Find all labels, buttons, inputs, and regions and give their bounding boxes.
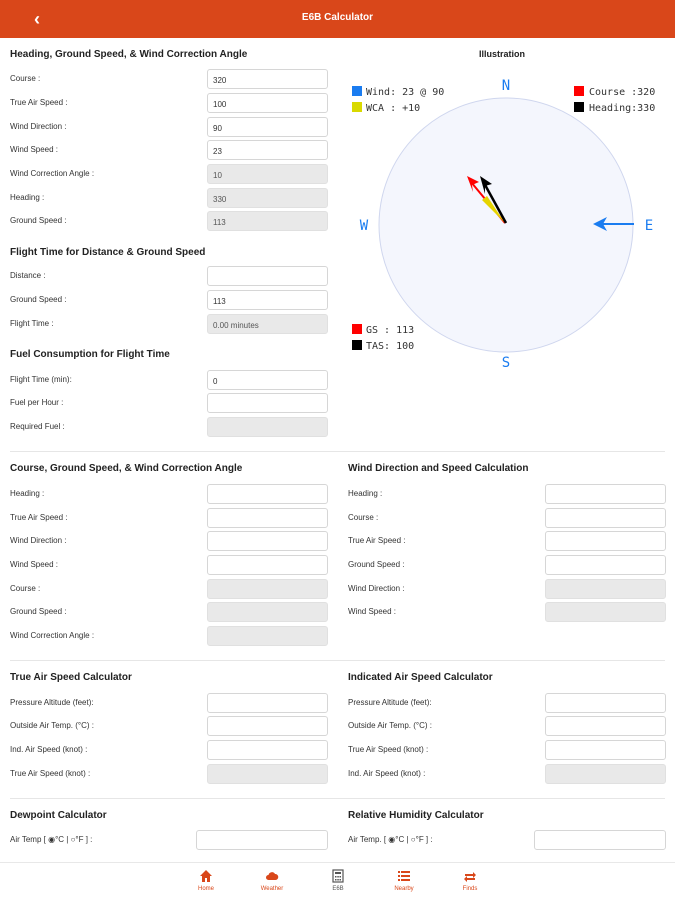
nav-home[interactable] xyxy=(184,869,228,892)
course-label: Course : xyxy=(10,74,41,83)
ground-speed-label: Ground Speed : xyxy=(10,216,67,225)
cc-wind-direction-label: Wind Direction : xyxy=(10,536,67,545)
wc-wind-speed-label: Wind Speed : xyxy=(348,607,397,616)
tas-ias-row xyxy=(10,740,328,760)
wind-direction-input[interactable]: 90 xyxy=(207,117,328,137)
gs-legend-swatch xyxy=(352,324,362,334)
tas-oat-row xyxy=(10,716,328,736)
tas-pressure-alt-row xyxy=(10,693,328,713)
ias-calc-section-title: Indicated Air Speed Calculator xyxy=(348,672,493,683)
wc-wind-direction-row xyxy=(348,579,666,599)
cc-wind-direction-row xyxy=(10,531,328,551)
cc-course-row xyxy=(10,579,328,599)
bottom-nav xyxy=(0,862,675,900)
heading-legend-text: Heading:330 xyxy=(589,103,656,114)
cc-wca-output xyxy=(207,626,328,646)
ft-ground-speed-label: Ground Speed : xyxy=(10,295,67,304)
humidity-section-title: Relative Humidity Calculator xyxy=(348,810,484,821)
ias-result-output xyxy=(545,764,666,784)
home-icon xyxy=(199,869,213,883)
wc-heading-input[interactable] xyxy=(545,484,666,504)
cc-tas-label: True Air Speed : xyxy=(10,513,68,522)
course-legend-swatch xyxy=(574,86,584,96)
ground-speed-output: 113 xyxy=(207,211,328,231)
ias-pressure-alt-row xyxy=(348,693,666,713)
cc-ground-speed-output xyxy=(207,602,328,622)
cc-ground-speed-row xyxy=(10,602,328,622)
course-input[interactable]: 320 xyxy=(207,69,328,89)
fuel-flight-time-label: Flight Time (min): xyxy=(10,375,72,384)
calculator-icon xyxy=(331,869,345,883)
flight-time-section-title: Flight Time for Distance & Ground Speed xyxy=(10,247,206,258)
compass-south-label: S xyxy=(501,355,511,371)
ias-pressure-alt-input[interactable] xyxy=(545,693,666,713)
course-calc-section-title: Course, Ground Speed, & Wind Correction Angle xyxy=(10,463,243,474)
wind-triangle-illustration xyxy=(345,68,671,373)
compass-circle xyxy=(379,98,633,352)
wind-speed-label: Wind Speed : xyxy=(10,145,59,154)
wind-speed-input[interactable]: 23 xyxy=(207,140,328,160)
ias-tas-row xyxy=(348,740,666,760)
wc-heading-label: Heading : xyxy=(348,489,383,498)
wind-legend-swatch xyxy=(352,86,362,96)
wc-course-input[interactable] xyxy=(545,508,666,528)
wc-ground-speed-input[interactable] xyxy=(545,555,666,575)
ft-ground-speed-input[interactable]: 113 xyxy=(207,290,328,310)
page-title: E6B Calculator xyxy=(301,12,374,23)
distance-input[interactable] xyxy=(207,266,328,286)
fuel-flight-time-input[interactable]: 0 xyxy=(207,370,328,390)
wc-course-row xyxy=(348,508,666,528)
nav-home-label: Home xyxy=(197,886,214,892)
wc-wind-direction-label: Wind Direction : xyxy=(348,584,405,593)
wind-calc-section-title: Wind Direction and Speed Calculation xyxy=(348,463,529,474)
wind-direction-row xyxy=(10,117,328,137)
ias-pressure-alt-label: Pressure Altitude (feet): xyxy=(348,698,432,707)
list-icon xyxy=(397,869,411,883)
wc-tas-input[interactable] xyxy=(545,531,666,551)
distance-label: Distance : xyxy=(10,271,46,280)
wind-direction-label: Wind Direction : xyxy=(10,122,67,131)
cc-heading-input[interactable] xyxy=(207,484,328,504)
wind-legend-text: Wind: 23 @ 90 xyxy=(366,87,445,98)
tas-legend-swatch xyxy=(352,340,362,350)
tas-oat-input[interactable] xyxy=(207,716,328,736)
tas-pressure-alt-input[interactable] xyxy=(207,693,328,713)
fuel-per-hour-row xyxy=(10,393,328,413)
nav-finds[interactable] xyxy=(448,869,492,892)
wca-legend-swatch xyxy=(352,102,362,112)
cc-wind-speed-input[interactable] xyxy=(207,555,328,575)
compass-north-label: N xyxy=(501,78,511,94)
humidity-air-temp-label[interactable]: Air Temp. [ ◉°C | ○°F ] : xyxy=(348,835,433,844)
app-header xyxy=(0,0,675,38)
course-row xyxy=(10,69,328,89)
cc-wind-speed-row xyxy=(10,555,328,575)
heading-section-title: Heading, Ground Speed, & Wind Correction Angle xyxy=(10,49,248,60)
tas-calc-section-title: True Air Speed Calculator xyxy=(10,672,132,683)
gs-legend-text: GS : 113 xyxy=(366,325,415,336)
cc-heading-label: Heading : xyxy=(10,489,45,498)
wc-wind-speed-row xyxy=(348,602,666,622)
wca-legend-text: WCA : +10 xyxy=(366,103,421,114)
compass-east-label: E xyxy=(644,218,654,234)
ias-tas-label: True Air Speed (knot) : xyxy=(348,745,429,754)
ias-oat-row xyxy=(348,716,666,736)
required-fuel-label: Required Fuel : xyxy=(10,422,65,431)
heading-row xyxy=(10,188,328,208)
ias-tas-input[interactable] xyxy=(545,740,666,760)
true-air-speed-input[interactable]: 100 xyxy=(207,93,328,113)
cloud-icon xyxy=(265,869,279,883)
wca-row xyxy=(10,164,328,184)
cc-wind-direction-input[interactable] xyxy=(207,531,328,551)
divider xyxy=(10,451,665,452)
nav-e6b[interactable] xyxy=(316,869,360,892)
dewpoint-section-title: Dewpoint Calculator xyxy=(10,810,107,821)
cc-wca-label: Wind Correction Angle : xyxy=(10,631,95,640)
wc-ground-speed-row xyxy=(348,555,666,575)
wc-course-label: Course : xyxy=(348,513,379,522)
ground-speed-row xyxy=(10,211,328,231)
wc-tas-row xyxy=(348,531,666,551)
back-chevron-icon[interactable]: ‹ xyxy=(34,9,40,29)
cc-course-label: Course : xyxy=(10,584,41,593)
illustration-title: Illustration xyxy=(479,49,526,59)
flight-time-row xyxy=(10,314,328,334)
heading-output: 330 xyxy=(207,188,328,208)
nav-weather[interactable] xyxy=(250,869,294,892)
wc-wind-speed-output xyxy=(545,602,666,622)
cc-tas-input[interactable] xyxy=(207,508,328,528)
swap-icon xyxy=(463,869,477,883)
fuel-per-hour-input[interactable] xyxy=(207,393,328,413)
cc-wca-row xyxy=(10,626,328,646)
ias-result-row xyxy=(348,764,666,784)
compass-west-label: W xyxy=(359,218,369,234)
fuel-section-title: Fuel Consumption for Flight Time xyxy=(10,349,170,360)
wc-ground-speed-label: Ground Speed : xyxy=(348,560,405,569)
course-legend-text: Course :320 xyxy=(589,87,656,98)
tas-ias-input[interactable] xyxy=(207,740,328,760)
flight-time-output: 0.00 minutes xyxy=(207,314,328,334)
cc-wind-speed-label: Wind Speed : xyxy=(10,560,59,569)
tas-result-label: True Air Speed (knot) : xyxy=(10,769,91,778)
tas-result-output xyxy=(207,764,328,784)
wind-speed-row xyxy=(10,140,328,160)
divider xyxy=(10,660,665,661)
required-fuel-row xyxy=(10,417,328,437)
nav-nearby[interactable] xyxy=(382,869,426,892)
fuel-per-hour-label: Fuel per Hour : xyxy=(10,398,64,407)
wc-tas-label: True Air Speed : xyxy=(348,536,406,545)
wc-heading-row xyxy=(348,484,666,504)
tas-result-row xyxy=(10,764,328,784)
dewpoint-air-temp-input[interactable] xyxy=(196,830,328,850)
wca-output: 10 xyxy=(207,164,328,184)
divider xyxy=(10,798,665,799)
cc-heading-row xyxy=(10,484,328,504)
heading-legend-swatch xyxy=(574,102,584,112)
tas-pressure-alt-label: Pressure Altitude (feet): xyxy=(10,698,94,707)
true-air-speed-label: True Air Speed : xyxy=(10,98,68,107)
humidity-air-temp-input[interactable] xyxy=(534,830,666,850)
dewpoint-air-temp-label[interactable]: Air Temp [ ◉°C | ○°F ] : xyxy=(10,835,93,844)
ias-oat-label: Outside Air Temp. (°C) : xyxy=(348,721,432,730)
nav-weather-label: Weather xyxy=(260,886,284,892)
cc-course-output xyxy=(207,579,328,599)
true-air-speed-row xyxy=(10,93,328,113)
fuel-flight-time-row xyxy=(10,370,328,390)
ias-oat-input[interactable] xyxy=(545,716,666,736)
required-fuel-output xyxy=(207,417,328,437)
tas-ias-label: Ind. Air Speed (knot) : xyxy=(10,745,88,754)
ias-result-label: Ind. Air Speed (knot) : xyxy=(348,769,426,778)
wc-wind-direction-output xyxy=(545,579,666,599)
nav-e6b-label: E6B xyxy=(332,886,344,892)
nav-nearby-label: Nearby xyxy=(394,886,414,892)
tas-oat-label: Outside Air Temp. (°C) : xyxy=(10,721,94,730)
wca-label: Wind Correction Angle : xyxy=(10,169,95,178)
cc-ground-speed-label: Ground Speed : xyxy=(10,607,67,616)
ft-ground-speed-row xyxy=(10,290,328,310)
cc-tas-row xyxy=(10,508,328,528)
nav-finds-label: Finds xyxy=(462,886,478,892)
distance-row xyxy=(10,266,328,286)
flight-time-label: Flight Time : xyxy=(10,319,54,328)
humidity-air-temp-row xyxy=(348,830,666,850)
dewpoint-air-temp-row xyxy=(10,830,328,850)
tas-legend-text: TAS: 100 xyxy=(366,341,415,352)
heading-label: Heading : xyxy=(10,193,45,202)
